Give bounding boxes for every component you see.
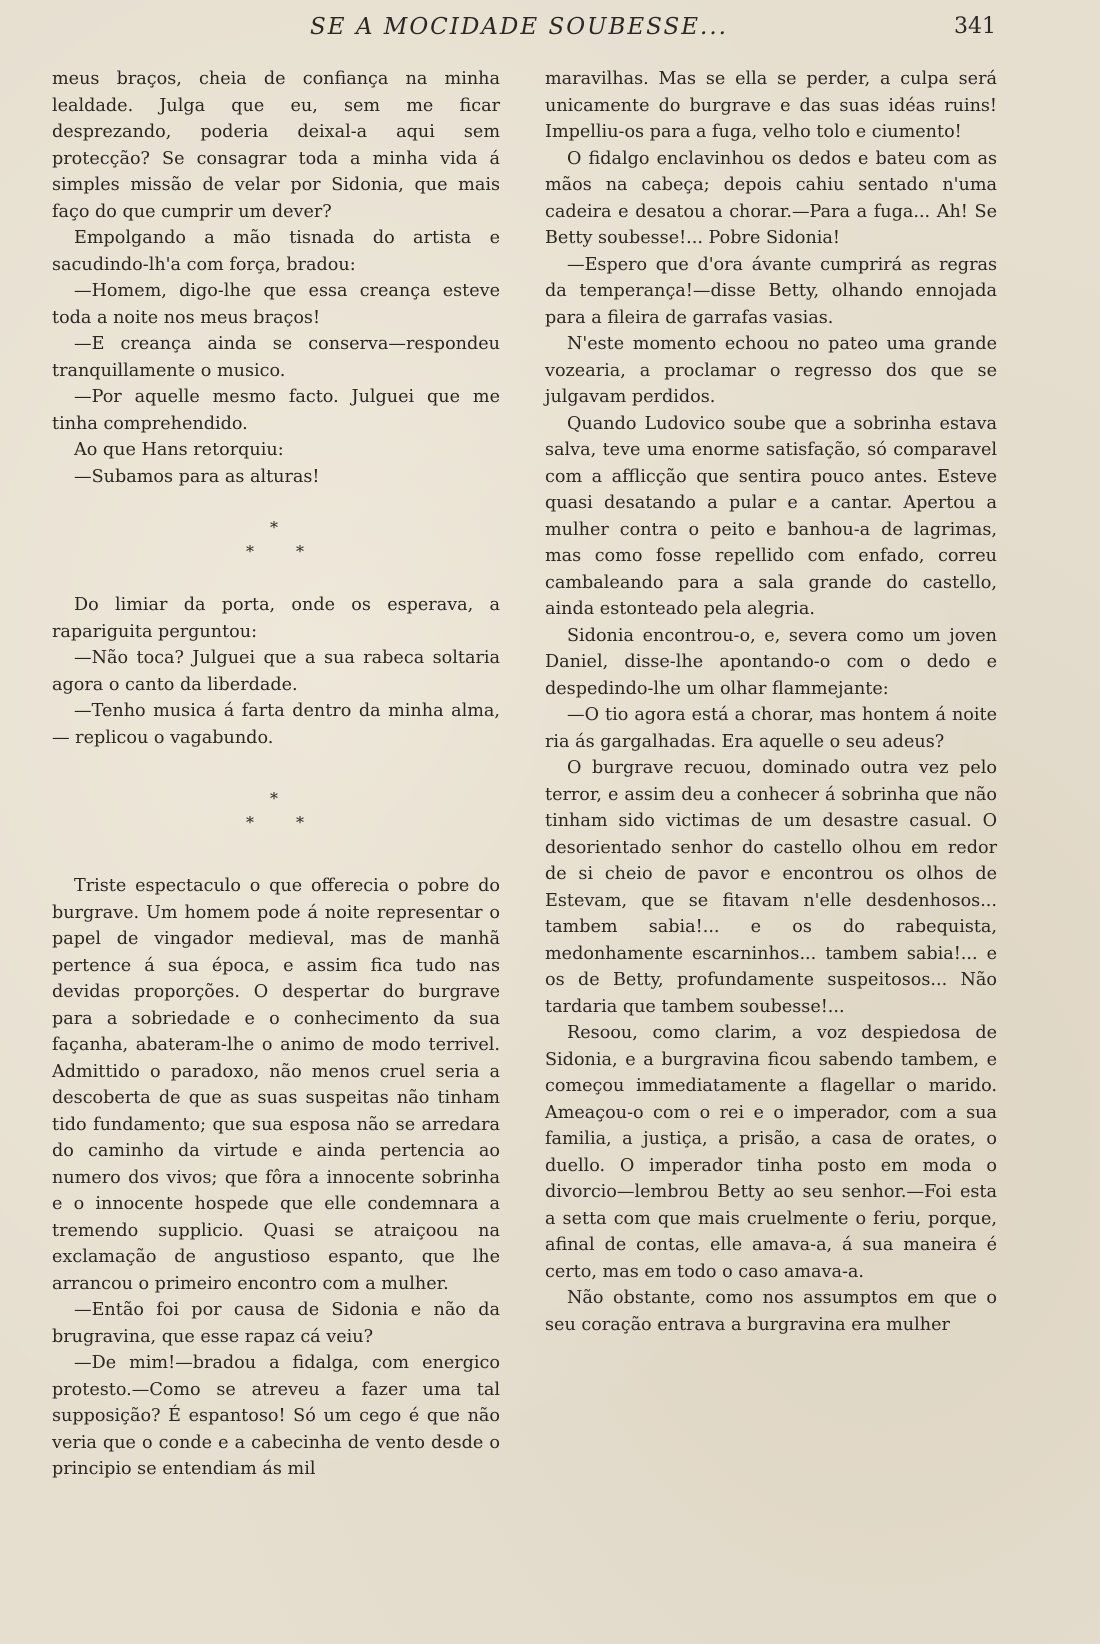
paragraph: Quando Ludovico soube que a sobrinha estava salva, teve uma enorme satisfação, só comparavel com a afflicção que sentira pouco antes. Esteve quasi desatando a pular e a cantar. Apertou a mulher contra o peito e banhou-a de lagrimas, mas como fosse repellido com enfado, correu cambaleando para a sala grande do castello, ainda estonteado pela alegria. (545, 413, 997, 619)
paragraph: Empolgando a mão tisnada do artista e sacudindo-lh'a com força, bradou: (52, 228, 500, 275)
asterisk: * (296, 813, 304, 832)
paragraph: Não obstante, como nos assumptos em que o seu coração entrava a burgravina era mulher (545, 1288, 997, 1335)
paragraph: —Homem, digo-lhe que essa creança esteve toda a noite nos meus braços! (52, 281, 500, 328)
paragraph: —Tenho musica á farta dentro da minha alma, — replicou o vagabundo. (52, 701, 500, 748)
paragraph: Sidonia encontrou-o, e, severa como um joven Daniel, disse-lhe apontando-o com o dedo e despedindo-lhe um olhar flammejante: (545, 625, 997, 699)
running-title: SE A MOCIDADE SOUBESSE... (310, 14, 728, 40)
paragraph: —Subamos para as alturas! (74, 466, 320, 487)
left-column (52, 66, 500, 1483)
right-column (545, 66, 997, 1338)
section-break-asterism (52, 781, 500, 851)
paragraph: —E creança ainda se conserva—respondeu tranquillamente o musico. (52, 334, 500, 381)
paragraph: N'este momento echoou no pateo uma grande vozearia, a proclamar o regresso dos que se julgavam perdidos. (545, 334, 997, 407)
asterisk: * (246, 813, 254, 832)
paragraph: —Espero que d'ora ávante cumprirá as regras da temperança!—disse Betty, olhando ennojada para a fileira de garrafas vasias. (545, 254, 997, 328)
asterisk: * (270, 789, 278, 808)
paragraph: —Então foi por causa de Sidonia e não da brugravina, que esse rapaz cá veiu? (52, 1300, 500, 1347)
asterisk: * (270, 518, 278, 537)
asterisk: * (296, 542, 304, 561)
paragraph: —O tio agora está a chorar, mas hontem á noite ria ás gargalhadas. Era aquelle o seu adeus? (545, 705, 997, 752)
paragraph: —De mim!—bradou a fidalga, com energico protesto.—Como se atreveu a fazer uma tal supposição? É espantoso! Só um cego é que não veria que o conde e a cabecinha de vento desde o principio se entendiam ás mil (52, 1353, 500, 1479)
paragraph: Do limiar da porta, onde os esperava, a rapariguita perguntou: (52, 595, 500, 642)
paragraph: meus braços, cheia de confiança na minha lealdade. Julga que eu, sem me ficar desprezando, poderia deixal-a aqui sem protecção? Se consagrar toda a minha vida á simples missão de velar por Sidonia, que mais faço do que cumprir um dever? (52, 69, 500, 222)
paragraph: —Não toca? Julguei que a sua rabeca soltaria agora o canto da liberdade. (52, 648, 500, 695)
paragraph: Triste espectaculo o que offerecia o pobre do burgrave. Um homem pode á noite representar o papel de vingador medieval, mas de manhã pertence á sua época, e assim fica tudo nas devidas proporções. O despertar do burgrave para a sobriedade e o conhecimento da sua façanha, abateram-lhe o animo de modo terrivel. Admittido o paradoxo, não menos cruel seria a descoberta de que as suas suspeitas não tinham tido fundamento; que sua esposa não se arredara do caminho da virtude e ainda pertencia ao numero dos vivos; que fôra a innocente sobrinha e o innocente hospede que elle condemnara a tremendo supplicio. Quasi se atraiçoou na exclamação de angustioso espanto, que lhe arrancou o primeiro encontro com a mulher. (52, 876, 500, 1294)
paragraph: maravilhas. Mas se ella se perder, a culpa será unicamente do burgrave e das suas idéas ruins! Impelliu-os para a fuga, velho tolo e ciumento! (545, 69, 997, 142)
section-break-asterism (52, 510, 500, 580)
page-number: 341 (954, 14, 996, 39)
page-header (0, 14, 1100, 50)
paragraph: O burgrave recuou, dominado outra vez pelo terror, e assim deu a conhecer á sobrinha que não tinham sido victimas de um desastre casual. O desorientado senhor do castello olhou em redor de si cheio de pavor e encontrou os olhos de Estevam, que se fitavam n'elle desdenhosos... tambem sabia!... e os do rabequista, medonhamente escarninhos... tambem sabia!... e os de Betty, profundamente suspeitosos... Não tardaria que tambem soubesse!... (545, 758, 997, 1017)
paragraph: —Por aquelle mesmo facto. Julguei que me tinha comprehendido. (52, 387, 500, 434)
paragraph: Ao que Hans retorquiu: (74, 440, 284, 460)
paragraph: O fidalgo enclavinhou os dedos e bateu com as mãos na cabeça; depois cahiu sentado n'uma cadeira e desatou a chorar.—Para a fuga... Ah! Se Betty soubesse!... Pobre Sidonia! (545, 148, 997, 248)
asterisk: * (246, 542, 254, 561)
paragraph: Resoou, como clarim, a voz despiedosa de Sidonia, e a burgravina ficou sabendo tambem, e começou immediatamente a flagellar o marido. Ameaçou-o com o rei e o imperador, com a sua familia, a justiça, a prisão, a casa de orates, o duello. O imperador tinha posto em moda o divorcio—lembrou Betty ao seu senhor.—Foi esta a setta com que mais cruelmente o feriu, porque, afinal de contas, elle amava-a, á sua maneira é certo, mas em todo o caso amava-a. (545, 1023, 997, 1282)
